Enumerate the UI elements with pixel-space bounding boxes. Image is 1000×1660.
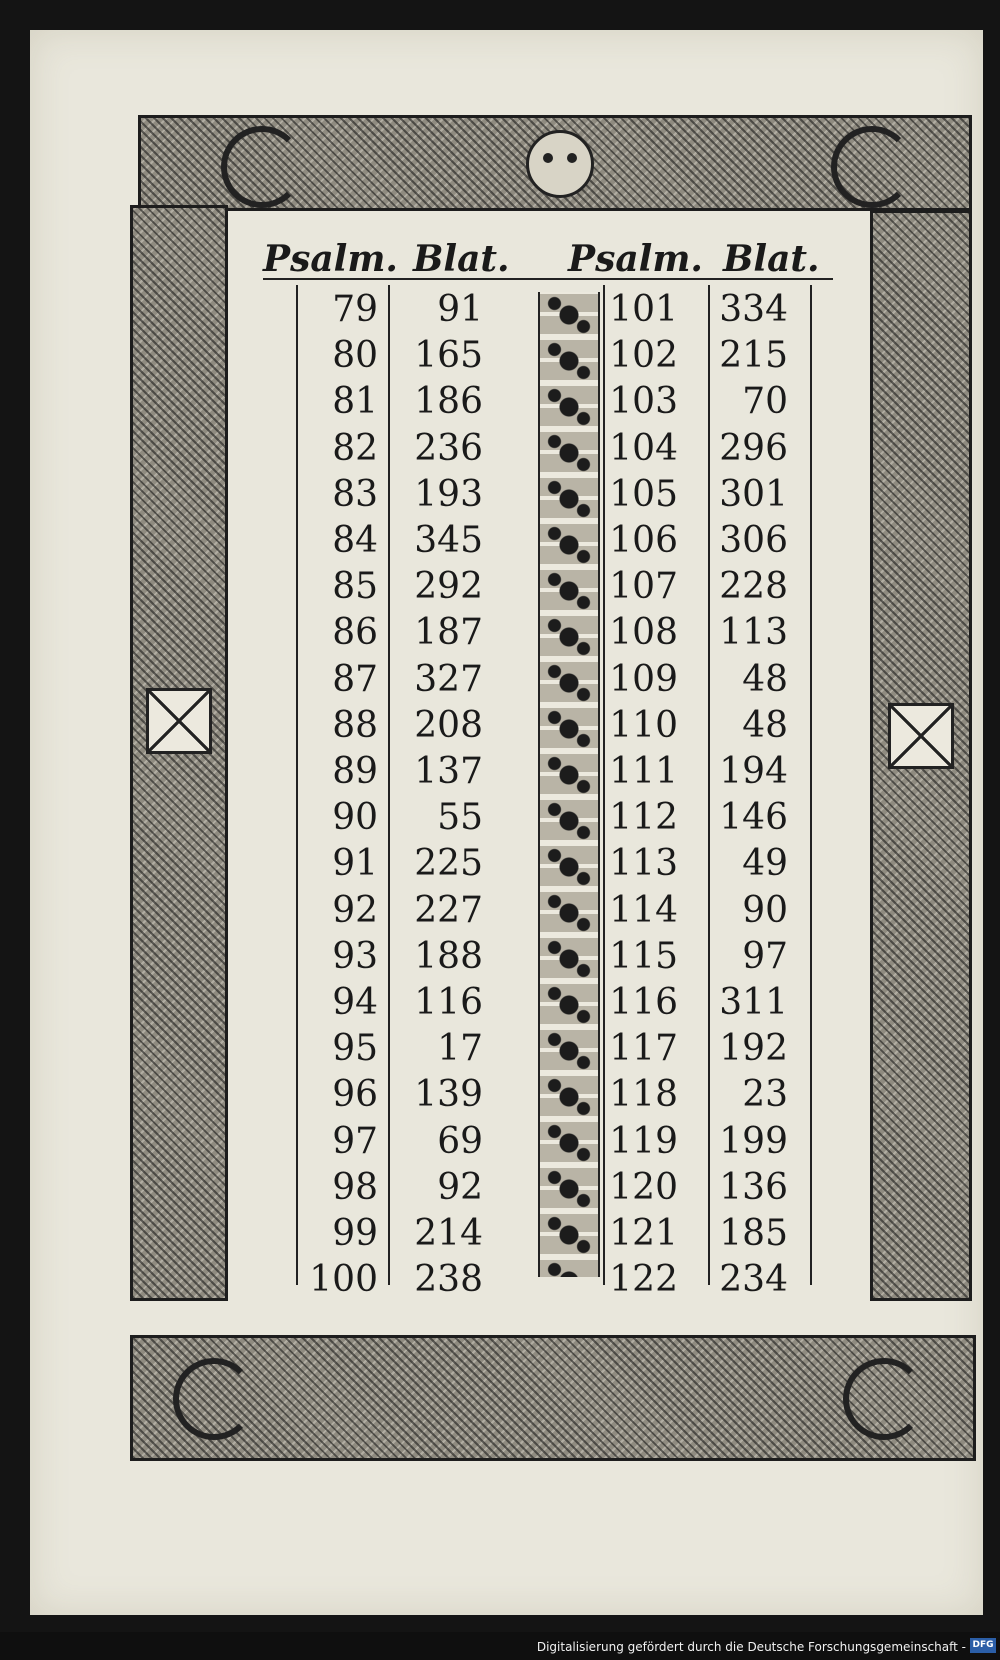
psalm-number-left: 98	[332, 1166, 378, 1208]
page-number-left: 55	[437, 797, 483, 839]
page-number-right: 311	[719, 982, 788, 1023]
page-number-right: 90	[742, 889, 788, 931]
psalm-number-left: 83	[332, 473, 378, 515]
psalm-number-left: 93	[332, 935, 378, 977]
page-number-right: 113	[719, 612, 788, 654]
psalm-number-left: 80	[332, 335, 378, 377]
psalm-number-right: 110	[609, 704, 678, 746]
psalm-number-right: 105	[609, 473, 678, 515]
psalm-number-right: 114	[609, 889, 678, 931]
psalm-number-left: 82	[332, 427, 378, 469]
scroll-ornament-left	[221, 126, 303, 208]
psalm-number-right: 106	[609, 520, 678, 561]
page-number-right: 215	[719, 335, 788, 377]
page-number-left: 116	[414, 982, 483, 1023]
header-psalm-right: Psalm.	[568, 238, 703, 280]
psalm-number-left: 86	[332, 612, 378, 654]
psalm-number-right: 117	[609, 1028, 678, 1070]
page-number-right: 97	[742, 935, 788, 977]
psalm-number-right: 119	[609, 1120, 678, 1162]
page-number-left: 69	[437, 1120, 483, 1162]
digitization-credit: Digitalisierung gefördert durch die Deutsche Forschungsgemeinschaft -	[536, 1640, 966, 1654]
left-woodcut-border	[130, 205, 228, 1301]
book-page	[30, 30, 983, 1615]
dfg-logo: DFG	[970, 1638, 996, 1653]
psalm-number-right: 104	[609, 427, 678, 469]
page-number-left: 139	[414, 1074, 483, 1116]
page-number-right: 194	[719, 751, 788, 792]
page-number-right: 228	[719, 566, 788, 608]
psalm-number-left: 99	[332, 1213, 378, 1254]
page-number-left: 238	[414, 1259, 483, 1301]
page-number-left: 187	[414, 612, 483, 654]
page-number-right: 146	[719, 797, 788, 839]
header-blat-right: Blat.	[723, 238, 820, 280]
scroll-ornament-right	[831, 126, 913, 208]
column-rule	[810, 285, 812, 1285]
psalm-number-right: 113	[609, 843, 678, 885]
scroll-ornament-bottom-right	[843, 1358, 925, 1440]
psalm-number-right: 116	[609, 982, 678, 1023]
psalm-number-left: 90	[332, 797, 378, 839]
psalm-number-left: 94	[332, 982, 378, 1023]
page-number-right: 192	[719, 1028, 788, 1070]
psalm-number-right: 121	[609, 1213, 678, 1254]
page-number-right: 296	[719, 427, 788, 469]
page-number-right: 306	[719, 520, 788, 561]
psalm-number-right: 118	[609, 1074, 678, 1116]
psalm-number-left: 79	[332, 289, 378, 330]
psalm-number-right: 112	[609, 797, 678, 839]
page-number-left: 193	[414, 473, 483, 515]
psalm-number-left: 100	[309, 1259, 378, 1301]
psalm-number-left: 91	[332, 843, 378, 885]
column-rule	[296, 285, 298, 1285]
page-number-right: 49	[742, 843, 788, 885]
page-number-right: 199	[719, 1120, 788, 1162]
column-rule	[603, 285, 605, 1285]
crest-ornament-right	[888, 703, 954, 769]
header-blat-left: Blat.	[413, 238, 510, 280]
bottom-woodcut-border	[130, 1335, 976, 1461]
page-number-left: 345	[414, 520, 483, 561]
page-number-right: 70	[742, 381, 788, 423]
psalm-number-left: 87	[332, 658, 378, 700]
page-number-left: 137	[414, 751, 483, 792]
psalm-number-right: 115	[609, 935, 678, 977]
page-number-right: 48	[742, 704, 788, 746]
floral-ornament-column	[538, 292, 600, 1277]
psalm-number-left: 89	[332, 751, 378, 792]
page-number-left: 208	[414, 704, 483, 746]
psalm-number-left: 92	[332, 889, 378, 931]
right-woodcut-border	[870, 210, 972, 1301]
psalm-number-left: 88	[332, 704, 378, 746]
page-number-left: 327	[414, 658, 483, 700]
psalm-number-right: 108	[609, 612, 678, 654]
page-number-right: 334	[719, 289, 788, 330]
page-number-left: 227	[414, 889, 483, 931]
page-number-right: 301	[719, 473, 788, 515]
page-number-right: 23	[742, 1074, 788, 1116]
page-number-left: 91	[437, 289, 483, 330]
page-number-right: 48	[742, 658, 788, 700]
psalm-number-right: 107	[609, 566, 678, 608]
psalm-number-right: 122	[609, 1259, 678, 1301]
psalm-number-left: 95	[332, 1028, 378, 1070]
page-number-left: 165	[414, 335, 483, 377]
psalm-number-right: 102	[609, 335, 678, 377]
psalm-number-left: 96	[332, 1074, 378, 1116]
page-number-left: 225	[414, 843, 483, 885]
page-number-right: 136	[719, 1166, 788, 1208]
page-number-left: 188	[414, 935, 483, 977]
page-number-left: 214	[414, 1213, 483, 1254]
psalm-number-left: 85	[332, 566, 378, 608]
page-number-right: 234	[719, 1259, 788, 1301]
page-number-left: 236	[414, 427, 483, 469]
table-header	[263, 238, 833, 280]
column-rule	[388, 285, 390, 1285]
psalm-number-left: 81	[332, 381, 378, 423]
psalm-number-right: 120	[609, 1166, 678, 1208]
psalm-number-right: 111	[609, 751, 678, 792]
page-number-left: 17	[437, 1028, 483, 1070]
header-psalm-left: Psalm.	[263, 238, 398, 280]
page-number-right: 185	[719, 1213, 788, 1254]
psalm-index-table	[228, 220, 868, 1335]
psalm-number-right: 103	[609, 381, 678, 423]
page-number-left: 292	[414, 566, 483, 608]
scroll-ornament-bottom-left	[173, 1358, 255, 1440]
psalm-number-left: 84	[332, 520, 378, 561]
psalm-number-right: 109	[609, 658, 678, 700]
page-number-left: 92	[437, 1166, 483, 1208]
crest-ornament-left	[146, 688, 212, 754]
lion-face-ornament	[526, 130, 594, 198]
psalm-number-right: 101	[609, 289, 678, 330]
top-woodcut-border	[138, 115, 972, 211]
column-rule	[708, 285, 710, 1285]
page-number-left: 186	[414, 381, 483, 423]
psalm-number-left: 97	[332, 1120, 378, 1162]
